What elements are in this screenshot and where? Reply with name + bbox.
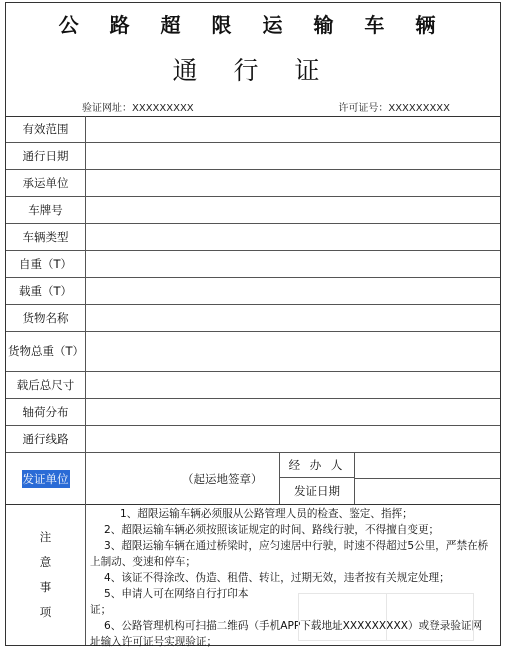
field-value[interactable] — [86, 170, 500, 196]
field-value[interactable] — [86, 426, 500, 452]
field-row — [6, 224, 500, 251]
field-row — [6, 332, 500, 372]
field-label: 货物总重（T） — [6, 332, 86, 371]
field-label: 承运单位 — [6, 170, 86, 196]
issuer-section — [6, 453, 500, 505]
seal-placeholder: （起运地签章） — [182, 472, 263, 486]
field-value[interactable] — [86, 197, 500, 223]
field-label: 通行线路 — [6, 426, 86, 452]
field-row — [6, 399, 500, 426]
field-row — [6, 251, 500, 278]
handler-value[interactable] — [355, 453, 500, 479]
notes-label-char: 项 — [39, 605, 52, 619]
notes-list — [90, 506, 492, 650]
permit-number: 许可证号：XXXXXXXXX — [338, 103, 450, 114]
field-row — [6, 170, 500, 197]
issue-date-label: 发证日期 — [279, 478, 355, 504]
note-item: 2、超限运输车辆必须按照该证规定的时间、路线行驶，不得擅自变更； — [104, 524, 440, 536]
field-label: 自重（T） — [6, 251, 86, 277]
issuer-label: 发证单位 — [22, 471, 69, 486]
field-label: 车辆类型 — [6, 224, 86, 250]
field-value[interactable] — [86, 143, 500, 169]
document-title: 公 路 超 限 运 输 车 辆 — [58, 13, 448, 37]
field-value[interactable] — [86, 305, 500, 331]
field-label: 货物名称 — [6, 305, 86, 331]
field-row — [6, 305, 500, 332]
field-value[interactable] — [86, 399, 500, 425]
field-value[interactable] — [86, 372, 500, 398]
note-item: 5、申请人可在网络自行打印本证； — [90, 588, 249, 616]
verify-url: 验证网址：XXXXXXXXX — [82, 103, 194, 114]
note-item: 4、该证不得涂改、伪造、租借、转让，过期无效，违者按有关规定处理； — [104, 572, 450, 584]
notes-label-char: 注 — [39, 530, 52, 544]
field-value[interactable] — [86, 116, 500, 142]
field-table — [6, 116, 500, 453]
field-row — [6, 426, 500, 453]
permit-frame — [5, 2, 501, 646]
document-subtitle: 通 行 证 — [172, 56, 334, 85]
field-label: 轴荷分布 — [6, 399, 86, 425]
notes-section — [6, 504, 500, 648]
notes-label — [6, 504, 86, 645]
notes-label-char: 事 — [39, 580, 52, 594]
field-label: 载后总尺寸 — [6, 372, 86, 398]
field-row — [6, 372, 500, 399]
document-header — [6, 3, 500, 117]
notes-label-char: 意 — [39, 555, 52, 569]
field-row — [6, 197, 500, 224]
note-item: 1、超限运输车辆必须服从公路管理人员的检查、鉴定、指挥； — [120, 508, 413, 520]
field-label: 车牌号 — [6, 197, 86, 223]
field-label: 通行日期 — [6, 143, 86, 169]
field-row — [6, 278, 500, 305]
field-value[interactable] — [86, 278, 500, 304]
note-item: 3、超限运输车辆在通过桥梁时，应匀速居中行驶，时速不得超过5公里，严禁在桥上制动、变速和停车； — [90, 540, 489, 568]
field-value[interactable] — [86, 251, 500, 277]
note-item: 6、公路管理机构可扫描二维码（手机APP下载地址XXXXXXXXX）或登录验证网址输入许可证号实现验证； — [90, 620, 483, 648]
issuer-label-cell — [6, 453, 86, 504]
field-value[interactable] — [86, 224, 500, 250]
field-row — [6, 116, 500, 143]
field-label: 有效范围 — [6, 116, 86, 142]
handler-label: 经 办 人 — [279, 453, 355, 478]
field-row — [6, 143, 500, 170]
field-label: 载重（T） — [6, 278, 86, 304]
field-value[interactable] — [86, 332, 500, 371]
